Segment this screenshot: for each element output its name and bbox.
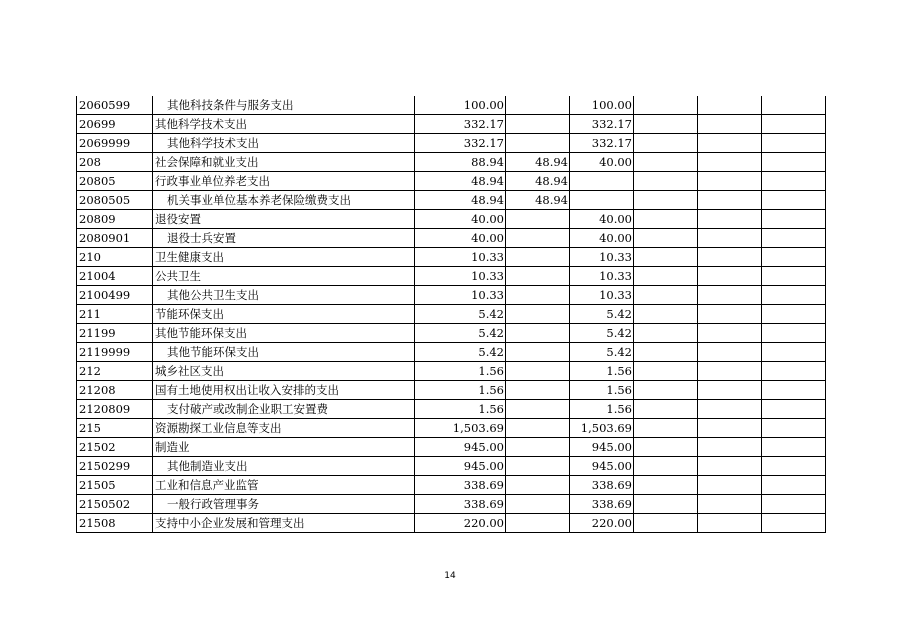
project-expenditure-cell: 40.00 xyxy=(570,210,634,229)
table-row xyxy=(77,324,826,343)
basic-expenditure-cell xyxy=(506,267,570,286)
subject-name-cell: 资源勘探工业信息等支出 xyxy=(153,419,415,438)
empty-cell xyxy=(762,419,826,438)
basic-expenditure-cell xyxy=(506,324,570,343)
subject-code-cell: 20805 xyxy=(77,172,153,191)
budget-expenditure-table xyxy=(76,96,826,533)
basic-expenditure-cell xyxy=(506,495,570,514)
empty-cell xyxy=(698,305,762,324)
empty-cell xyxy=(698,191,762,210)
total-amount-cell: 338.69 xyxy=(415,495,506,514)
project-expenditure-cell: 945.00 xyxy=(570,457,634,476)
empty-cell xyxy=(762,115,826,134)
subject-name-cell: 支付破产或改制企业职工安置费 xyxy=(153,400,415,419)
basic-expenditure-cell xyxy=(506,514,570,533)
total-amount-cell: 40.00 xyxy=(415,229,506,248)
empty-cell xyxy=(634,476,698,495)
subject-code-cell: 2080901 xyxy=(77,229,153,248)
table-row xyxy=(77,457,826,476)
total-amount-cell: 1.56 xyxy=(415,381,506,400)
subject-name-cell: 社会保障和就业支出 xyxy=(153,153,415,172)
total-amount-cell: 1.56 xyxy=(415,362,506,381)
empty-cell xyxy=(698,381,762,400)
subject-name-cell: 行政事业单位养老支出 xyxy=(153,172,415,191)
empty-cell xyxy=(634,134,698,153)
subject-code-cell: 20699 xyxy=(77,115,153,134)
total-amount-cell: 338.69 xyxy=(415,476,506,495)
empty-cell xyxy=(698,153,762,172)
subject-code-cell: 2119999 xyxy=(77,343,153,362)
table-row xyxy=(77,115,826,134)
project-expenditure-cell: 5.42 xyxy=(570,343,634,362)
subject-name-cell: 国有土地使用权出让收入安排的支出 xyxy=(153,381,415,400)
page-number: 14 xyxy=(444,571,456,581)
subject-name-cell: 其他科学技术支出 xyxy=(153,115,415,134)
empty-cell xyxy=(762,305,826,324)
empty-cell xyxy=(762,324,826,343)
basic-expenditure-cell xyxy=(506,476,570,495)
empty-cell xyxy=(762,172,826,191)
basic-expenditure-cell xyxy=(506,210,570,229)
table-row xyxy=(77,343,826,362)
subject-name-cell: 退役安置 xyxy=(153,210,415,229)
project-expenditure-cell: 100.00 xyxy=(570,96,634,115)
empty-cell xyxy=(634,248,698,267)
basic-expenditure-cell: 48.94 xyxy=(506,172,570,191)
empty-cell xyxy=(634,438,698,457)
empty-cell xyxy=(762,381,826,400)
subject-name-cell: 节能环保支出 xyxy=(153,305,415,324)
table-row xyxy=(77,96,826,115)
basic-expenditure-cell xyxy=(506,457,570,476)
empty-cell xyxy=(634,343,698,362)
subject-code-cell: 210 xyxy=(77,248,153,267)
empty-cell xyxy=(762,267,826,286)
empty-cell xyxy=(634,457,698,476)
empty-cell xyxy=(698,343,762,362)
subject-name-cell: 其他节能环保支出 xyxy=(153,343,415,362)
table-row xyxy=(77,191,826,210)
basic-expenditure-cell xyxy=(506,400,570,419)
empty-cell xyxy=(634,400,698,419)
total-amount-cell: 100.00 xyxy=(415,96,506,115)
subject-name-cell: 卫生健康支出 xyxy=(153,248,415,267)
basic-expenditure-cell xyxy=(506,229,570,248)
empty-cell xyxy=(698,324,762,343)
empty-cell xyxy=(634,153,698,172)
empty-cell xyxy=(698,514,762,533)
total-amount-cell: 945.00 xyxy=(415,457,506,476)
project-expenditure-cell: 945.00 xyxy=(570,438,634,457)
project-expenditure-cell: 332.17 xyxy=(570,134,634,153)
project-expenditure-cell: 1,503.69 xyxy=(570,419,634,438)
subject-code-cell: 21004 xyxy=(77,267,153,286)
empty-cell xyxy=(762,96,826,115)
table-row xyxy=(77,210,826,229)
table-row xyxy=(77,248,826,267)
subject-code-cell: 21208 xyxy=(77,381,153,400)
empty-cell xyxy=(698,495,762,514)
total-amount-cell: 1.56 xyxy=(415,400,506,419)
subject-code-cell: 21199 xyxy=(77,324,153,343)
table-body xyxy=(77,96,826,533)
empty-cell xyxy=(634,191,698,210)
empty-cell xyxy=(762,248,826,267)
project-expenditure-cell: 338.69 xyxy=(570,476,634,495)
project-expenditure-cell: 10.33 xyxy=(570,286,634,305)
subject-name-cell: 其他科技条件与服务支出 xyxy=(153,96,415,115)
empty-cell xyxy=(762,191,826,210)
project-expenditure-cell: 40.00 xyxy=(570,153,634,172)
subject-name-cell: 其他制造业支出 xyxy=(153,457,415,476)
empty-cell xyxy=(762,210,826,229)
total-amount-cell: 220.00 xyxy=(415,514,506,533)
project-expenditure-cell: 1.56 xyxy=(570,362,634,381)
project-expenditure-cell: 220.00 xyxy=(570,514,634,533)
empty-cell xyxy=(634,229,698,248)
subject-name-cell: 其他科学技术支出 xyxy=(153,134,415,153)
empty-cell xyxy=(698,438,762,457)
empty-cell xyxy=(634,381,698,400)
empty-cell xyxy=(634,286,698,305)
basic-expenditure-cell xyxy=(506,343,570,362)
empty-cell xyxy=(634,514,698,533)
empty-cell xyxy=(634,96,698,115)
table-row xyxy=(77,495,826,514)
subject-name-cell: 一般行政管理事务 xyxy=(153,495,415,514)
total-amount-cell: 5.42 xyxy=(415,305,506,324)
total-amount-cell: 5.42 xyxy=(415,324,506,343)
project-expenditure-cell: 40.00 xyxy=(570,229,634,248)
empty-cell xyxy=(698,96,762,115)
total-amount-cell: 945.00 xyxy=(415,438,506,457)
empty-cell xyxy=(634,362,698,381)
basic-expenditure-cell xyxy=(506,362,570,381)
subject-code-cell: 21502 xyxy=(77,438,153,457)
total-amount-cell: 10.33 xyxy=(415,248,506,267)
subject-name-cell: 城乡社区支出 xyxy=(153,362,415,381)
empty-cell xyxy=(698,248,762,267)
basic-expenditure-cell: 48.94 xyxy=(506,153,570,172)
subject-code-cell: 2069999 xyxy=(77,134,153,153)
table-row xyxy=(77,172,826,191)
empty-cell xyxy=(634,115,698,134)
empty-cell xyxy=(762,400,826,419)
empty-cell xyxy=(634,419,698,438)
empty-cell xyxy=(634,495,698,514)
empty-cell xyxy=(698,115,762,134)
total-amount-cell: 10.33 xyxy=(415,286,506,305)
empty-cell xyxy=(698,172,762,191)
empty-cell xyxy=(698,457,762,476)
empty-cell xyxy=(762,457,826,476)
empty-cell xyxy=(634,210,698,229)
project-expenditure-cell xyxy=(570,172,634,191)
subject-name-cell: 制造业 xyxy=(153,438,415,457)
empty-cell xyxy=(634,324,698,343)
empty-cell xyxy=(698,400,762,419)
basic-expenditure-cell xyxy=(506,419,570,438)
total-amount-cell: 88.94 xyxy=(415,153,506,172)
project-expenditure-cell: 5.42 xyxy=(570,305,634,324)
subject-code-cell: 2120809 xyxy=(77,400,153,419)
empty-cell xyxy=(762,438,826,457)
table-row xyxy=(77,134,826,153)
empty-cell xyxy=(762,514,826,533)
subject-code-cell: 2150299 xyxy=(77,457,153,476)
subject-name-cell: 其他公共卫生支出 xyxy=(153,286,415,305)
basic-expenditure-cell xyxy=(506,305,570,324)
project-expenditure-cell: 338.69 xyxy=(570,495,634,514)
empty-cell xyxy=(762,362,826,381)
subject-code-cell: 20809 xyxy=(77,210,153,229)
subject-name-cell: 机关事业单位基本养老保险缴费支出 xyxy=(153,191,415,210)
subject-name-cell: 工业和信息产业监管 xyxy=(153,476,415,495)
subject-name-cell: 公共卫生 xyxy=(153,267,415,286)
subject-code-cell: 211 xyxy=(77,305,153,324)
subject-code-cell: 2100499 xyxy=(77,286,153,305)
basic-expenditure-cell xyxy=(506,115,570,134)
project-expenditure-cell: 10.33 xyxy=(570,248,634,267)
table-row xyxy=(77,438,826,457)
total-amount-cell: 332.17 xyxy=(415,115,506,134)
empty-cell xyxy=(762,286,826,305)
basic-expenditure-cell: 48.94 xyxy=(506,191,570,210)
total-amount-cell: 1,503.69 xyxy=(415,419,506,438)
basic-expenditure-cell xyxy=(506,286,570,305)
table-row xyxy=(77,476,826,495)
subject-code-cell: 2060599 xyxy=(77,96,153,115)
subject-name-cell: 支持中小企业发展和管理支出 xyxy=(153,514,415,533)
total-amount-cell: 10.33 xyxy=(415,267,506,286)
subject-code-cell: 208 xyxy=(77,153,153,172)
empty-cell xyxy=(634,267,698,286)
project-expenditure-cell: 5.42 xyxy=(570,324,634,343)
table-row xyxy=(77,381,826,400)
table-row xyxy=(77,514,826,533)
basic-expenditure-cell xyxy=(506,134,570,153)
subject-code-cell: 212 xyxy=(77,362,153,381)
subject-code-cell: 215 xyxy=(77,419,153,438)
basic-expenditure-cell xyxy=(506,381,570,400)
subject-code-cell: 2150502 xyxy=(77,495,153,514)
total-amount-cell: 48.94 xyxy=(415,172,506,191)
subject-name-cell: 其他节能环保支出 xyxy=(153,324,415,343)
empty-cell xyxy=(634,172,698,191)
empty-cell xyxy=(698,267,762,286)
table-row xyxy=(77,153,826,172)
table-row xyxy=(77,267,826,286)
empty-cell xyxy=(698,362,762,381)
project-expenditure-cell: 1.56 xyxy=(570,381,634,400)
table-row xyxy=(77,286,826,305)
basic-expenditure-cell xyxy=(506,96,570,115)
basic-expenditure-cell xyxy=(506,248,570,267)
table-row xyxy=(77,362,826,381)
total-amount-cell: 40.00 xyxy=(415,210,506,229)
total-amount-cell: 332.17 xyxy=(415,134,506,153)
total-amount-cell: 5.42 xyxy=(415,343,506,362)
empty-cell xyxy=(762,229,826,248)
empty-cell xyxy=(762,495,826,514)
basic-expenditure-cell xyxy=(506,438,570,457)
total-amount-cell: 48.94 xyxy=(415,191,506,210)
empty-cell xyxy=(698,286,762,305)
subject-name-cell: 退役士兵安置 xyxy=(153,229,415,248)
empty-cell xyxy=(762,476,826,495)
empty-cell xyxy=(634,305,698,324)
project-expenditure-cell: 1.56 xyxy=(570,400,634,419)
empty-cell xyxy=(698,229,762,248)
project-expenditure-cell: 10.33 xyxy=(570,267,634,286)
empty-cell xyxy=(698,419,762,438)
subject-code-cell: 2080505 xyxy=(77,191,153,210)
table-row xyxy=(77,400,826,419)
empty-cell xyxy=(698,210,762,229)
empty-cell xyxy=(698,476,762,495)
empty-cell xyxy=(762,343,826,362)
table-row xyxy=(77,419,826,438)
subject-code-cell: 21505 xyxy=(77,476,153,495)
subject-code-cell: 21508 xyxy=(77,514,153,533)
table-row xyxy=(77,305,826,324)
table-row xyxy=(77,229,826,248)
project-expenditure-cell xyxy=(570,191,634,210)
empty-cell xyxy=(762,134,826,153)
project-expenditure-cell: 332.17 xyxy=(570,115,634,134)
empty-cell xyxy=(762,153,826,172)
empty-cell xyxy=(698,134,762,153)
